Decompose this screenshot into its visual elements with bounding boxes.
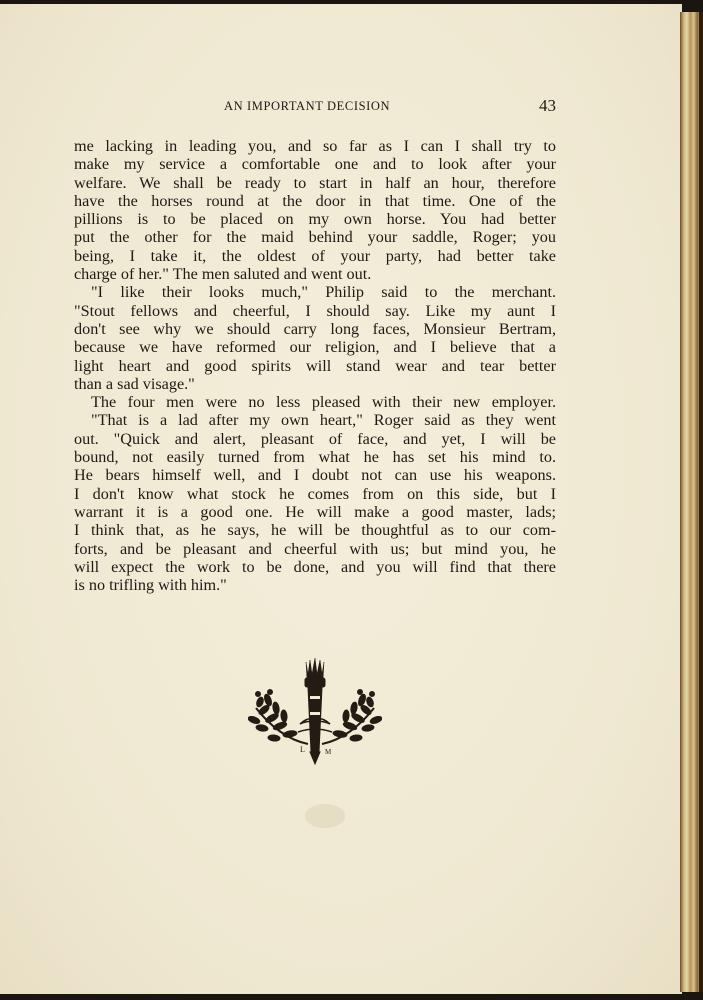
text-line: me lacking in leading you, and so far as I can I shall try to xyxy=(74,137,556,155)
text-line: out. "Quick and alert, pleasant of face, and yet, I will be xyxy=(74,429,556,448)
monogram-left: L xyxy=(300,745,305,754)
text-line: than a sad visage." xyxy=(74,374,195,393)
page-header xyxy=(74,97,556,117)
text-line: bound, not easily turned from what he has set his mind to. xyxy=(74,448,556,467)
text-line: make my service a comfortable one and to look after your xyxy=(74,155,556,174)
body-text xyxy=(74,137,556,594)
text-line: forts, and be pleasant and cheerful with us; but mind you, he xyxy=(74,539,556,558)
text-line: have the horses round at the door in that time. One of the xyxy=(74,191,556,210)
text-line: because we have reformed our religion, and I believe that a xyxy=(74,338,556,357)
text-line: light heart and good spirits will stand wear and tear better xyxy=(74,356,556,375)
paper-smudge xyxy=(305,804,345,828)
monogram-right: M xyxy=(325,748,332,756)
page-stack-edge xyxy=(680,12,703,992)
running-head: AN IMPORTANT DECISION xyxy=(224,99,391,113)
text-line: being, I take it, the oldest of your party, had better take xyxy=(74,246,556,265)
text-line: I don't know what stock he comes from on this side, but I xyxy=(74,484,556,503)
text-line: charge of her." The men saluted and went out. xyxy=(74,265,372,284)
text-line: welfare. We shall be ready to start in half an hour, therefore xyxy=(74,173,556,192)
text-line: He bears himself well, and I doubt not can use his weapons. xyxy=(74,466,556,485)
text-line: The four men were no less pleased with their new employer. xyxy=(91,393,556,412)
text-line: will expect the work to be done, and you will find that there xyxy=(74,557,556,576)
text-line: is no trifling with him." xyxy=(74,576,227,595)
text-line: "Stout fellows and cheerful, I should say. Like my aunt I xyxy=(74,301,556,320)
text-line: pillions is to be placed on my own horse. You had better xyxy=(74,210,556,229)
book-page xyxy=(0,4,682,994)
page-number: 43 xyxy=(539,96,556,115)
text-line: I think that, as he says, he will be thoughtful as to our com- xyxy=(74,521,556,540)
torch-laurel-ornament-icon xyxy=(248,656,382,768)
text-line: put the other for the maid behind your saddle, Roger; you xyxy=(74,228,556,247)
text-line: warrant it is a good one. He will make a good master, lads; xyxy=(74,502,556,521)
text-line: "I like their looks much," Philip said to the merchant. xyxy=(91,283,556,302)
text-line: "That is a lad after my own heart," Roger said as they went xyxy=(91,411,556,430)
text-line: don't see why we should carry long faces, Monsieur Bertram, xyxy=(74,319,556,338)
